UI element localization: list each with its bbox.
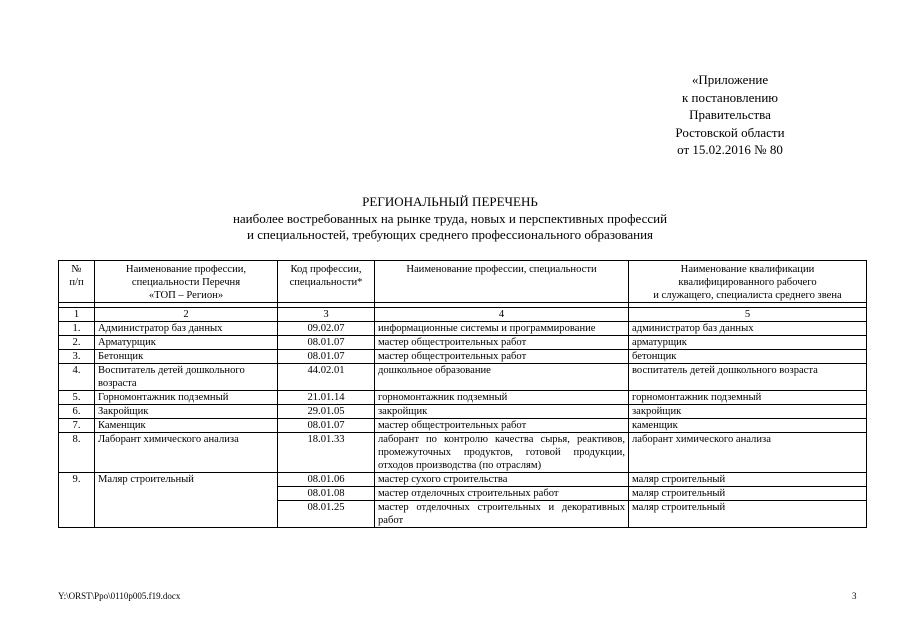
row-qual: бетонщик — [629, 350, 867, 364]
appendix-line: к постановлению — [681, 89, 779, 105]
row-name: Каменщик — [95, 419, 278, 433]
appendix-line: «Приложение — [691, 72, 769, 87]
row-num: 4. — [59, 364, 95, 391]
row-name: Бетонщик — [95, 350, 278, 364]
title-heading: РЕГИОНАЛЬНЫЙ ПЕРЕЧЕНЬ — [362, 194, 538, 209]
row-spec: информационные системы и программирование — [375, 322, 629, 336]
row-name: Горномонтажник подземный — [95, 391, 278, 405]
table-row — [59, 391, 867, 405]
header-qualification: Наименование квалификации квалифицированного рабочего и служащего, специалиста среднего звена — [629, 261, 867, 303]
row-name: Воспитатель детей дошкольного возраста — [95, 364, 278, 391]
row-qual: арматурщик — [629, 336, 867, 350]
row-code: 08.01.07 — [278, 350, 375, 364]
row-spec: закройщик — [375, 405, 629, 419]
row-qual: администратор баз данных — [629, 322, 867, 336]
header-num: № п/п — [59, 261, 95, 303]
row-code: 08.01.07 — [278, 336, 375, 350]
table-header-row — [59, 261, 867, 303]
row-qual: воспитатель детей дошкольного возраста — [629, 364, 867, 391]
row-num: 2. — [59, 336, 95, 350]
table-row — [59, 364, 867, 391]
column-number-row: 1 2 3 4 5 — [59, 308, 867, 322]
row-name: Лаборант химического анализа — [95, 433, 278, 473]
row-spec: мастер общестроительных работ — [375, 350, 629, 364]
document-title — [120, 194, 780, 244]
row-num: 8. — [59, 433, 95, 473]
row-spec: мастер общестроительных работ — [375, 419, 629, 433]
table-row — [59, 336, 867, 350]
table-row — [59, 433, 867, 473]
profession-table — [58, 260, 867, 528]
row-num: 1. — [59, 322, 95, 336]
appendix-line: от 15.02.2016 № 80 — [677, 142, 783, 157]
row-name: Закройщик — [95, 405, 278, 419]
row-spec: мастер сухого строительства — [375, 473, 629, 487]
appendix-header — [640, 71, 820, 159]
row-name: Маляр строительный — [95, 473, 278, 528]
row-spec: мастер отделочных строительных работ — [375, 487, 629, 501]
table-row — [59, 350, 867, 364]
row-spec: мастер общестроительных работ — [375, 336, 629, 350]
row-code: 44.02.01 — [278, 364, 375, 391]
row-num: 9. — [59, 473, 95, 528]
appendix-line: Правительства — [689, 107, 771, 122]
title-subline: и специальностей, требующих среднего профессионального образования — [246, 227, 654, 242]
page-number: 3 — [852, 591, 857, 601]
row-qual: каменщик — [629, 419, 867, 433]
row-num: 5. — [59, 391, 95, 405]
row-name: Администратор баз данных — [95, 322, 278, 336]
row-code: 21.01.14 — [278, 391, 375, 405]
row-spec: горномонтажник подземный — [375, 391, 629, 405]
appendix-line: Ростовской области — [675, 124, 785, 140]
row-num: 7. — [59, 419, 95, 433]
row-spec: дошкольное образование — [375, 364, 629, 391]
row-spec: мастер отделочных строительных и декоративных работ — [375, 501, 629, 528]
row-code: 09.02.07 — [278, 322, 375, 336]
row-spec: лаборант по контролю качества сырья, реактивов, промежуточных продуктов, готовой продукции, отходов производства (по отраслям) — [375, 433, 629, 473]
row-code: 08.01.08 — [278, 487, 375, 501]
file-path: Y:\ORST\Ppo\0110p005.f19.docx — [58, 591, 181, 601]
row-code: 18.01.33 — [278, 433, 375, 473]
header-top-name: Наименование профессии, специальности Перечня «ТОП – Регион» — [95, 261, 278, 303]
header-spec-name: Наименование профессии, специальности — [375, 261, 629, 303]
row-num: 3. — [59, 350, 95, 364]
row-qual: лаборант химического анализа — [629, 433, 867, 473]
row-code: 08.01.07 — [278, 419, 375, 433]
title-subline: наиболее востребованных на рынке труда, новых и перспективных профессий — [232, 210, 668, 226]
row-num: 6. — [59, 405, 95, 419]
row-code: 08.01.06 — [278, 473, 375, 487]
row-qual: маляр строительный — [629, 473, 867, 487]
table-row — [59, 419, 867, 433]
table-row — [59, 322, 867, 336]
row-code: 08.01.25 — [278, 501, 375, 528]
row-code: 29.01.05 — [278, 405, 375, 419]
row-qual: маляр строительный — [629, 501, 867, 528]
header-code: Код профессии, специальности* — [278, 261, 375, 303]
table-row — [59, 473, 867, 487]
row-qual: горномонтажник подземный — [629, 391, 867, 405]
table-row — [59, 405, 867, 419]
row-name: Арматурщик — [95, 336, 278, 350]
row-qual: маляр строительный — [629, 487, 867, 501]
row-qual: закройщик — [629, 405, 867, 419]
